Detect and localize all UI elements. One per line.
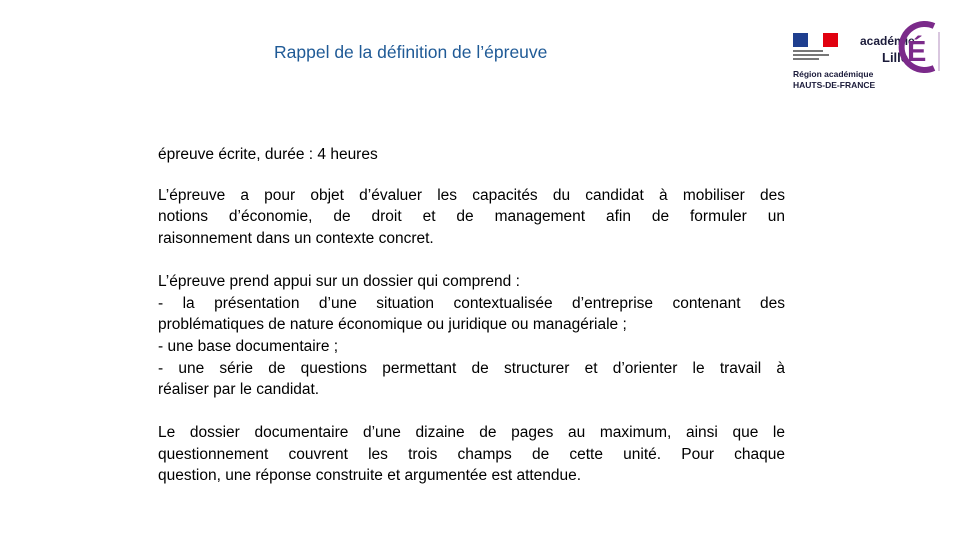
dossier-line: L’épreuve prend appui sur un dossier qui comprend : [158, 272, 520, 290]
exam-format-heading: épreuve écrite, durée : 4 heures [158, 146, 378, 163]
dossier-line: réaliser par le candidat. [158, 381, 320, 399]
lille-label: Lille [882, 50, 909, 65]
documentation-line: questionnement couvrent les trois champs de cette unité. Pour chaque [158, 445, 785, 463]
academie-label: académie [860, 34, 915, 48]
definition-content [158, 144, 785, 487]
objective-line: raisonnement dans un contexte concret. [158, 230, 434, 248]
hauts-de-france-label: HAUTS-DE-FRANCE [793, 80, 876, 90]
documentation-paragraph [158, 422, 785, 487]
region-academique-label: Région académique [793, 69, 874, 79]
dossier-line: - une base documentaire ; [158, 337, 339, 355]
slide-title: Rappel de la définition de l’épreuve [274, 42, 548, 62]
objective-paragraph [158, 185, 785, 250]
republique-francaise-flag-icon [793, 33, 839, 61]
dossier-line: - une série de questions permettant de structurer et d’orienter le travail à [158, 359, 785, 377]
dossier-line: problématiques de nature économique ou juridique ou managériale ; [158, 316, 627, 334]
objective-line: notions d’économie, de droit et de management afin de formuler un [158, 208, 785, 226]
dossier-contents-paragraph [158, 271, 785, 401]
academie-lille-logo [790, 12, 950, 94]
objective-line: L’épreuve a pour objet d’évaluer les capacités du candidat à mobiliser des [158, 186, 785, 204]
documentation-line: question, une réponse construite et argumentée est attendue. [158, 467, 582, 485]
svg-text:É: É [907, 36, 927, 68]
academie-e-icon [894, 12, 942, 76]
documentation-line: Le dossier documentaire d’une dizaine de pages au maximum, ainsi que le [158, 424, 785, 442]
dossier-line: - la présentation d’une situation contextualisée d’entreprise contenant des [158, 294, 785, 312]
